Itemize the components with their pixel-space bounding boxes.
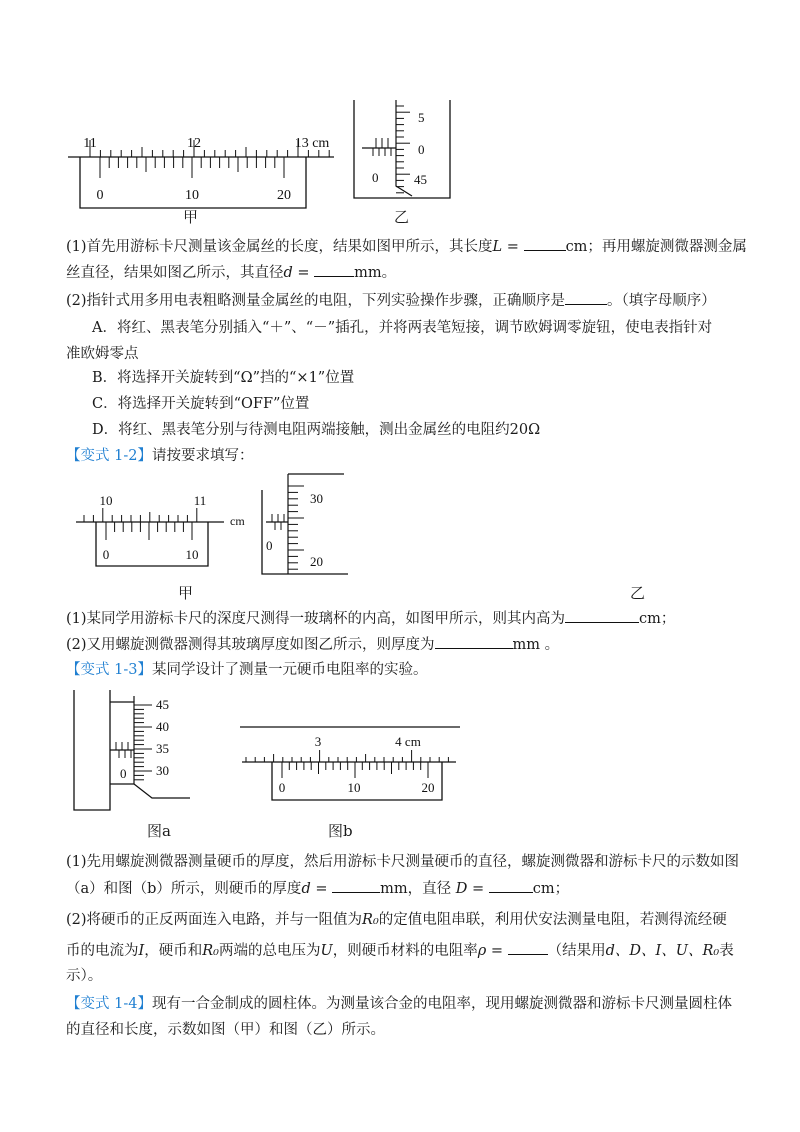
vernier-scale-label: 20: [277, 188, 291, 203]
thimble-label: 30: [310, 491, 323, 506]
answer-blank-coin-diameter[interactable]: [489, 878, 533, 893]
option-c: C．将选择开关旋转到“OFF”位置: [92, 396, 310, 412]
vernier-scale-label: 0: [96, 188, 104, 203]
thimble-label: 5: [418, 110, 425, 125]
sleeve-label: 0: [120, 766, 127, 781]
answer-blank-coin-thickness[interactable]: [332, 878, 380, 893]
figure-caption: 乙: [394, 208, 410, 226]
answer-blank-inner-height[interactable]: [565, 608, 639, 623]
thimble-label: 35: [156, 741, 169, 756]
vernier-scale-label: 10: [185, 188, 199, 203]
variant-1-3-question-2: (2)将硬币的正反两面连入电路，并与一阻值为R₀的定值电阻串联，利用伏安法测量电阻，若测得流经硬: [66, 912, 727, 928]
answer-blank-thickness[interactable]: [435, 634, 513, 649]
variant-1-4-heading: 【变式 1-4】现有一合金制成的圆柱体。为测量该合金的电阻率，现用螺旋测微器和游标卡尺测量圆柱体: [66, 996, 732, 1012]
option-a-cont: 准欧姆零点: [66, 346, 139, 362]
variant-tag: 【变式 1-2】: [66, 448, 152, 464]
option-d: D．将红、黑表笔分别与待测电阻两端接触，测出金属丝的电阻约20Ω: [92, 422, 541, 438]
main-scale-label: 4 cm: [395, 734, 421, 749]
figure-caption: 甲: [178, 584, 194, 602]
vernier-scale-label: 0: [102, 547, 110, 562]
figure-caption: 图b: [328, 822, 353, 840]
vernier-scale-label: 10: [347, 780, 361, 795]
micrometer-figure-1: [352, 98, 452, 203]
variant-1-3-question-1: (1)先用螺旋测微器测量硬币的厚度，然后用游标卡尺测量硬币的直径，螺旋测微器和游标卡尺的示数如图: [66, 854, 740, 870]
option-b: B．将选择开关旋转到“Ω”挡的“×1”位置: [92, 370, 355, 386]
thimble-label: 45: [156, 697, 169, 712]
vernier-caliper-figure-3: [238, 720, 462, 804]
thimble-label: 40: [156, 719, 169, 734]
variant-tag: 【变式 1-4】: [66, 996, 152, 1012]
thimble-label: 20: [310, 554, 323, 569]
thimble-label: 0: [418, 142, 425, 157]
main-scale-label: 12: [187, 136, 201, 151]
variant-tag: 【变式 1-3】: [66, 662, 152, 678]
main-scale-label: 11: [193, 493, 207, 508]
variant-1-3-question-2-cont: 币的电流为I，硬币和R₀两端的总电压为U，则硬币材料的电阻率ρ = （结果用d、D、I、U、R₀表: [66, 940, 734, 961]
vernier-scale-label: 0: [278, 780, 286, 795]
option-a: A．将红、黑表笔分别插入“＋”、“－”插孔，并将两表笔短接，调节欧姆调零旋钮，使电表指针对: [92, 320, 713, 336]
figure-caption: 甲: [183, 208, 199, 226]
micrometer-figure-2: [260, 470, 350, 578]
variant-1-3-question-1-cont: （a）和图（b）所示，则硬币的厚度d = mm，直径 D = cm；: [66, 878, 569, 899]
answer-blank-order[interactable]: [565, 290, 607, 305]
variant-1-3-heading: 【变式 1-3】某同学设计了测量一元硬币电阻率的实验。: [66, 662, 428, 678]
figure-caption: 图a: [147, 822, 171, 840]
question-1-part-1: (1)首先用游标卡尺测量该金属丝的长度，结果如图甲所示，其长度L = cm；再用螺旋测微器测金属: [66, 236, 747, 257]
main-scale-label: 3: [314, 734, 322, 749]
variant-1-2-heading: 【变式 1-2】请按要求填写：: [66, 448, 254, 464]
question-1-part-2: (2)指针式用多用电表粗略测量金属丝的电阻，下列实验操作步骤，正确顺序是 。（填字母顺序）: [66, 290, 716, 311]
variant-1-2-question-2: (2)又用螺旋测微器测得其玻璃厚度如图乙所示，则厚度为 mm 。: [66, 634, 559, 655]
vernier-caliper-figure-1: [66, 128, 336, 228]
depth-caliper-figure: [74, 492, 254, 572]
question-1-part-1-cont: 丝直径，结果如图乙所示，其直径d = mm。: [66, 262, 396, 283]
micrometer-figure-3: [72, 688, 192, 814]
figure-caption: 乙: [630, 584, 646, 602]
thimble-label: 45: [414, 172, 427, 187]
variant-1-3-question-2-end: 示）。: [66, 968, 103, 984]
main-scale-label: 11: [83, 136, 97, 151]
main-scale-label: 13 cm: [294, 136, 330, 151]
main-scale-label: 10: [99, 493, 113, 508]
variant-1-2-question-1: (1)某同学用游标卡尺的深度尺测得一玻璃杯的内高，如图甲所示，则其内高为 cm；: [66, 608, 675, 629]
variant-1-4-cont: 的直径和长度，示数如图（甲）和图（乙）所示。: [66, 1022, 385, 1038]
vernier-scale-label: 20: [421, 780, 435, 795]
answer-blank-length[interactable]: [524, 236, 566, 251]
sleeve-label: 0: [372, 170, 379, 185]
unit-label: cm: [230, 514, 245, 528]
thimble-label: 30: [156, 763, 169, 778]
answer-blank-diameter[interactable]: [314, 262, 354, 277]
vernier-scale-label: 10: [185, 547, 199, 562]
answer-blank-resistivity[interactable]: [508, 940, 548, 955]
sleeve-label: 0: [266, 538, 273, 553]
